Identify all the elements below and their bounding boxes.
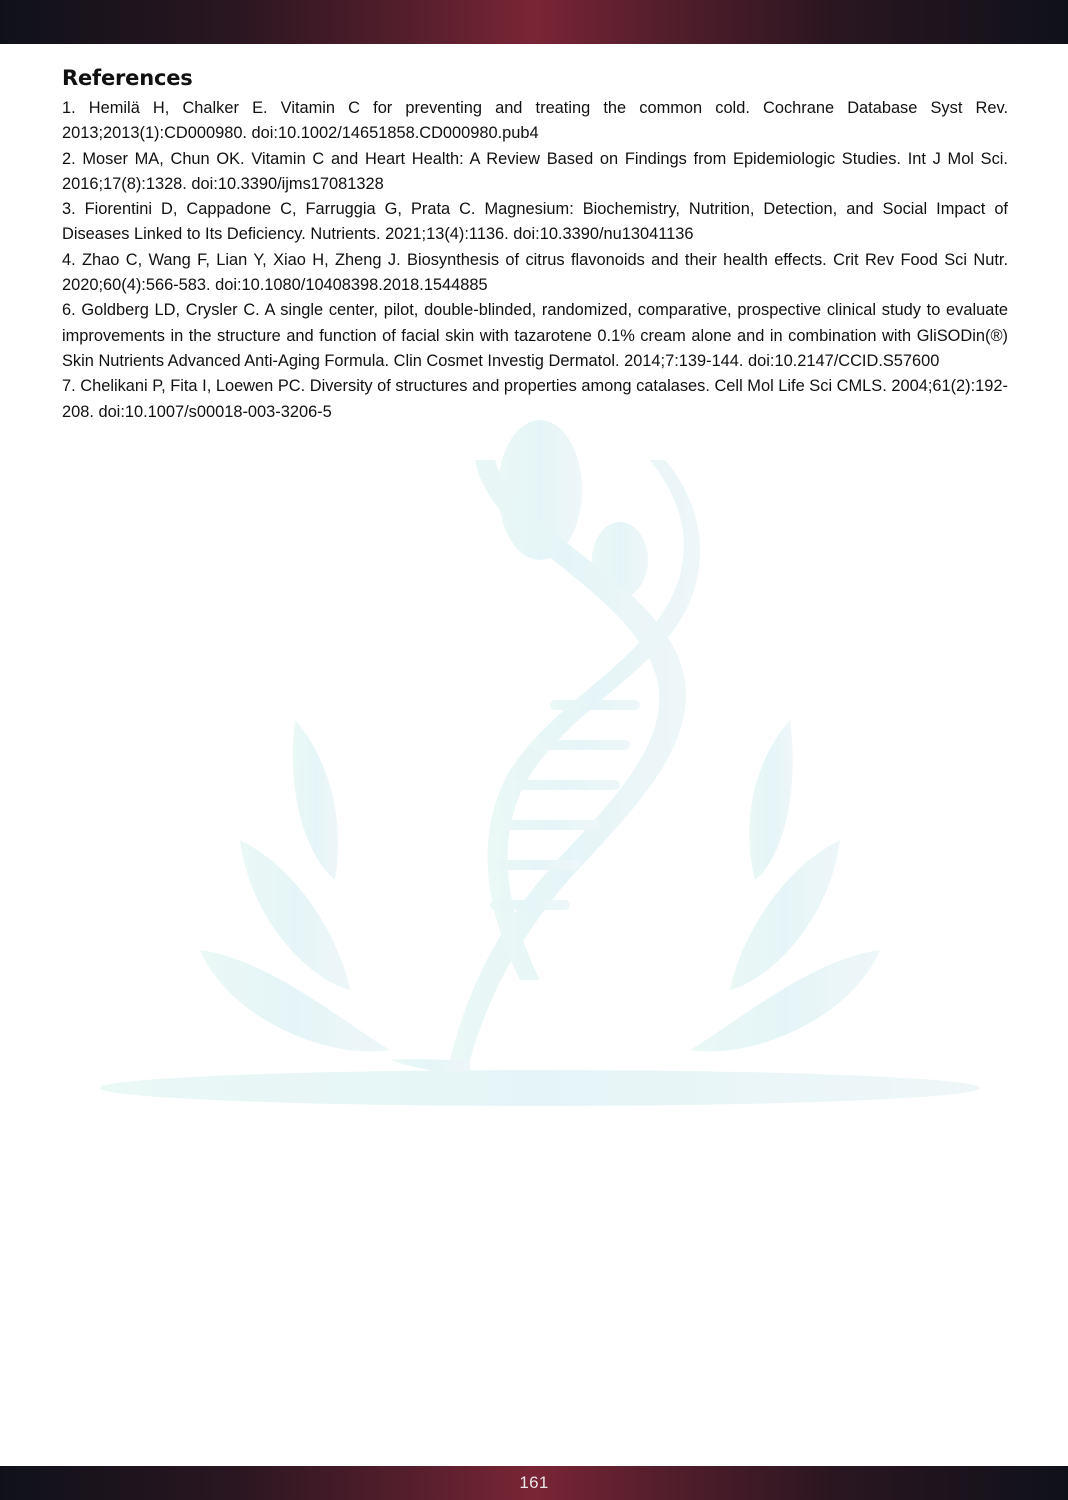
references-heading: References bbox=[62, 66, 193, 90]
references-list bbox=[62, 96, 1008, 425]
reference-item: 1. Hemilä H, Chalker E. Vitamin C for preventing and treating the common cold. Cochrane Database Syst Rev. 2013;2013(1):CD000980. doi:10.1002/14651858.CD000980.pub4 bbox=[62, 99, 1008, 143]
header-bar bbox=[0, 0, 1068, 44]
reference-item: 4. Zhao C, Wang F, Lian Y, Xiao H, Zheng J. Biosynthesis of citrus flavonoids and their health effects. Crit Rev Food Sci Nutr. 2020;60(4):566-583. doi:10.1080/10408398.2018.1544885 bbox=[62, 250, 1008, 295]
dna-figure-laurel-icon bbox=[90, 420, 990, 1120]
page-number: 161 bbox=[519, 1473, 549, 1492]
reference-item: 6. Goldberg LD, Crysler C. A single center, pilot, double-blinded, randomized, comparative, prospective clinical study to evaluate improvements in the structure and function of facial skin with tazarotene 0.1% cream alone and in combination with GliSODin(®) Skin Nutrients Advanced Anti-Aging Formula. Clin Cosmet Investig Dermatol. 2014;7:139-144. doi:10.2147/CCID.S57600 bbox=[62, 301, 1008, 370]
reference-item: 2. Moser MA, Chun OK. Vitamin C and Heart Health: A Review Based on Findings from Epidemiologic Studies. Int J Mol Sci. 2016;17(8):1328. doi:10.3390/ijms17081328 bbox=[62, 149, 1008, 193]
references-section bbox=[62, 66, 1008, 425]
footer-bar bbox=[0, 1466, 1068, 1500]
reference-item: 7. Chelikani P, Fita I, Loewen PC. Diversity of structures and properties among catalases. Cell Mol Life Sci CMLS. 2004;61(2):192-208. doi:10.1007/s00018-003-3206-5 bbox=[62, 377, 1008, 421]
reference-item: 3. Fiorentini D, Cappadone C, Farruggia G, Prata C. Magnesium: Biochemistry, Nutrition, Detection, and Social Impact of Diseases Linked to Its Deficiency. Nutrients. 2021;13(4):1136. doi:10.3390/nu13041136 bbox=[62, 200, 1008, 244]
